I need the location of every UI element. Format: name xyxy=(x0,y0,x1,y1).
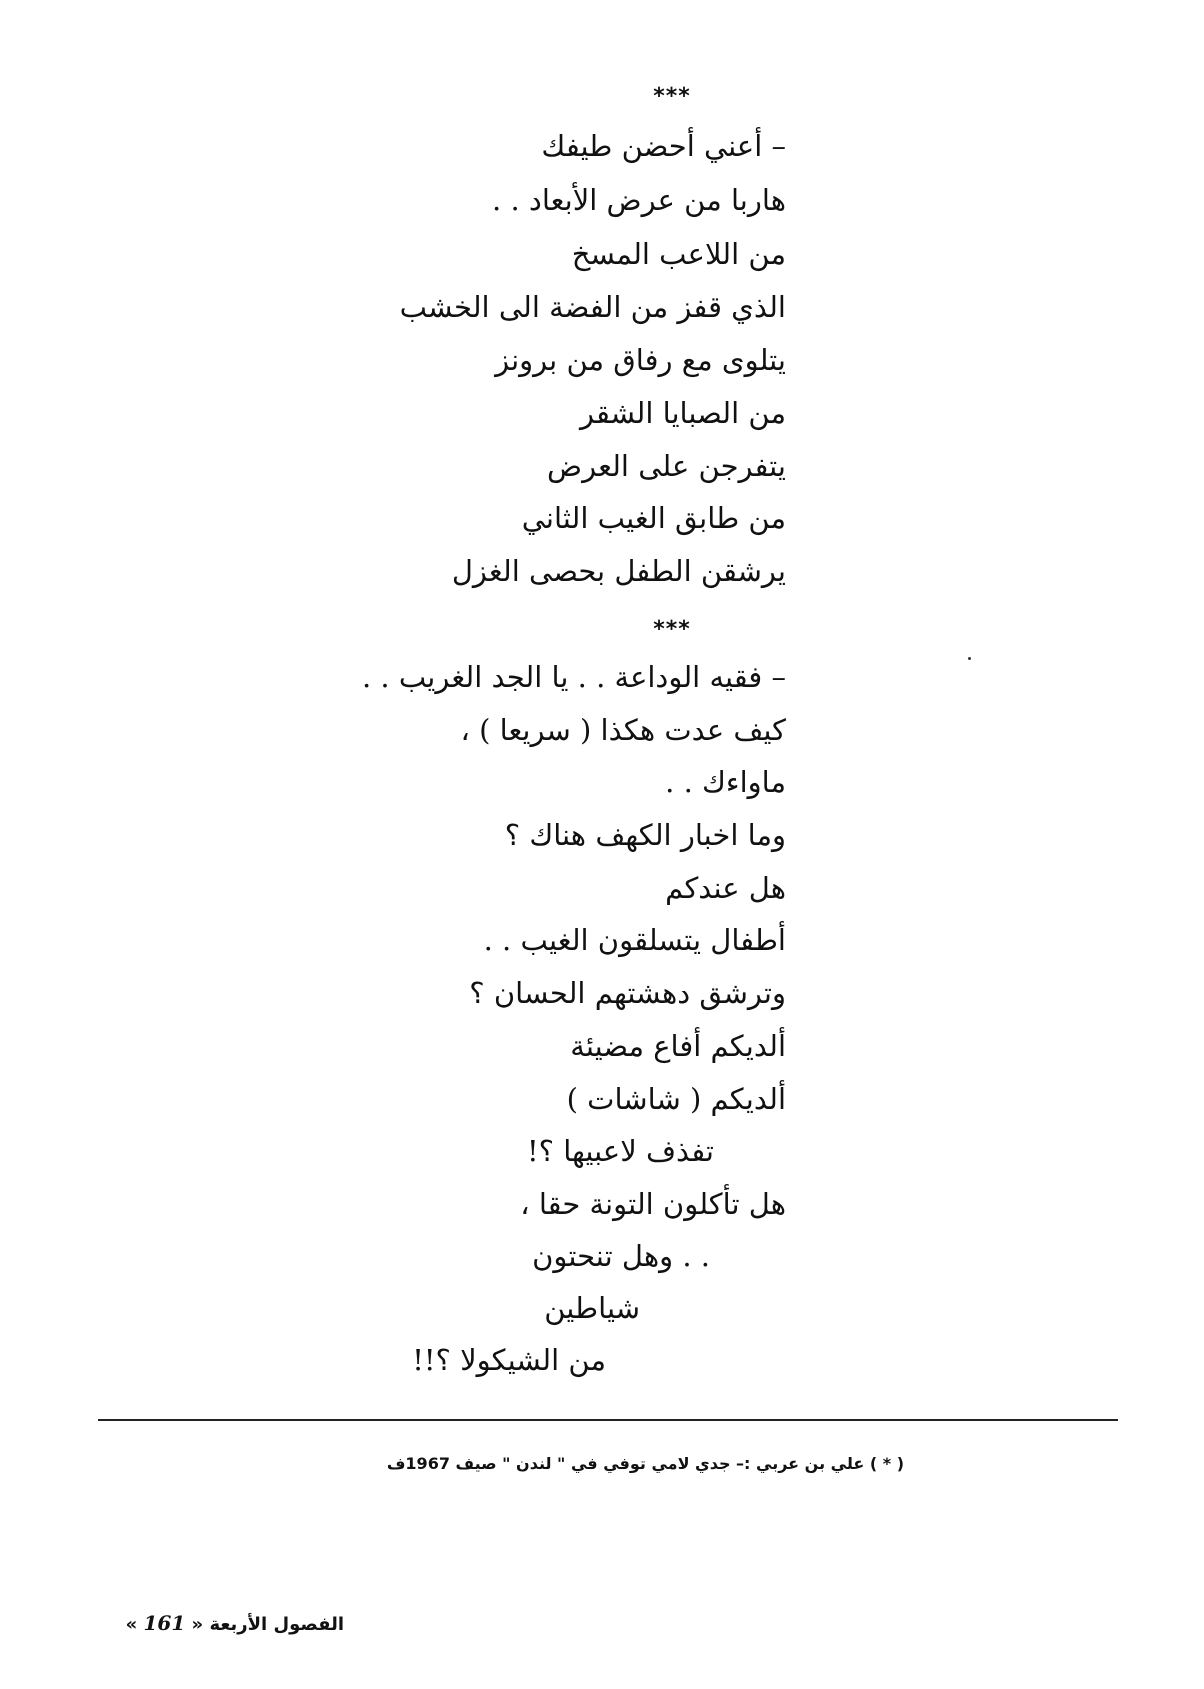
poem-line: تفذف لاعبيها ؟! xyxy=(526,1134,714,1168)
poem-line: – أعني أحضن طيفك xyxy=(541,129,786,163)
poem-line: من طابق الغيب الثاني xyxy=(521,501,786,535)
footnote-text: ( * ) علي بن عربي :– جدي لامي توفي في " لندن " صيف 1967ف xyxy=(386,1454,904,1473)
page-number: 161 xyxy=(143,1611,186,1635)
quote-open: « xyxy=(191,1614,204,1635)
scan-speck xyxy=(968,657,971,660)
poem-line: يتفرجن على العرض xyxy=(547,449,786,483)
poem-line: من الشيكولا ؟!! xyxy=(412,1343,606,1377)
poem-line: شياطين xyxy=(544,1291,640,1325)
poem-line: ألديكم ( شاشات ) xyxy=(566,1082,786,1116)
poem-line: أطفال يتسلقون الغيب . . xyxy=(483,923,786,957)
poem-line: يرشقن الطفل بحصى الغزل xyxy=(451,554,786,588)
poem-line: هل تأكلون التونة حقا ، xyxy=(520,1187,786,1221)
poem-line: هاربا من عرض الأبعاد . . xyxy=(492,183,786,217)
poem-line: وما اخبار الكهف هناك ؟ xyxy=(504,818,786,852)
poem-line: الذي قفز من الفضة الى الخشب xyxy=(399,290,786,324)
poem-line: من اللاعب المسخ xyxy=(571,237,786,271)
section-separator: *** xyxy=(653,84,691,109)
poem-line: – فقيه الوداعة . . يا الجد الغريب . . xyxy=(361,660,786,694)
poem-line: يتلوى مع رفاق من برونز xyxy=(495,343,786,377)
footnote-divider xyxy=(98,1419,1118,1421)
poem-line: ألديكم أفاع مضيئة xyxy=(570,1029,786,1063)
poem-line: هل عندكم xyxy=(665,871,786,905)
poem-line: وترشق دهشتهم الحسان ؟ xyxy=(469,976,786,1010)
quote-close: » xyxy=(125,1614,138,1635)
poem-line: كيف عدت هكذا ( سريعا ) ، xyxy=(460,713,786,747)
section-separator: *** xyxy=(653,617,691,642)
poem-line: من الصبايا الشقر xyxy=(579,396,786,430)
poem-line: . . وهل تنحتون xyxy=(532,1239,710,1273)
running-title: الفصول الأربعة xyxy=(209,1614,344,1635)
page-footer xyxy=(126,1610,344,1638)
poem-line: ماواءك . . xyxy=(665,765,786,799)
